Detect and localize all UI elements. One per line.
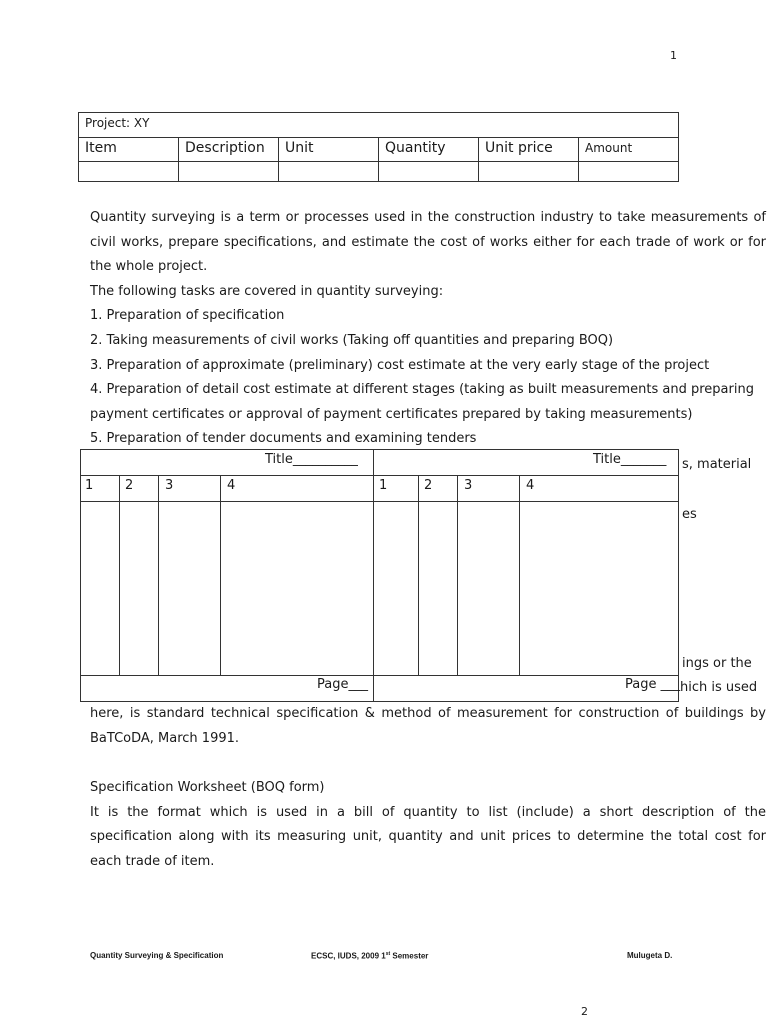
hidden-text-fragment: hich is used [680, 680, 758, 695]
header-quantity: Quantity [379, 138, 479, 161]
worksheet-line: It is the format which is used in a bill of quantity to list (include) a short description of the [90, 804, 766, 820]
form-title-row [81, 450, 373, 476]
header-item: Item [79, 138, 179, 161]
column-divider [158, 476, 159, 675]
form-columns [374, 476, 678, 676]
form-columns [81, 476, 373, 676]
column-number: 3 [464, 478, 473, 493]
header-unit: Unit [279, 138, 379, 161]
tasks-heading: The following tasks are covered in quantity surveying: [90, 283, 444, 299]
form-page-row [81, 676, 373, 702]
footer-course: Quantity Surveying & Specification [90, 951, 224, 960]
worksheet-heading: Specification Worksheet (BOQ form) [90, 780, 325, 795]
task-item: payment certificates or approval of payment certificates prepared by taking measurements) [90, 406, 693, 422]
column-number: 1 [379, 478, 388, 493]
definition-line: the whole project. [90, 259, 208, 275]
table-cell [579, 162, 678, 181]
task-item: 3. Preparation of approximate (preliminary) cost estimate at the very early stage of the project [90, 357, 710, 373]
column-divider [418, 476, 419, 675]
form-page-left: Page___ [317, 677, 368, 692]
worksheet-line: each trade of item. [90, 853, 215, 869]
task-item: 4. Preparation of detail cost estimate at different stages (taking as built measurements and preparing [90, 382, 754, 398]
task-item: 5. Preparation of tender documents and examining tenders [90, 431, 477, 447]
form-right-half [374, 450, 681, 701]
header-amount: Amount [585, 141, 633, 155]
page-number-top: 1 [670, 49, 677, 62]
table-header-row [79, 138, 678, 162]
table-cell [379, 162, 479, 181]
measurement-sheet-form [80, 449, 679, 702]
project-boq-table [78, 112, 679, 182]
table-cell [179, 162, 279, 181]
column-number: 2 [125, 478, 134, 493]
column-number: 3 [165, 478, 174, 493]
continuation-section [90, 702, 766, 751]
hidden-text-fragment: ings or the [682, 656, 752, 671]
table-cell [279, 162, 379, 181]
continuation-line: here, is standard technical specification & method of measurement for construction of buildings by [90, 706, 766, 721]
worksheet-section [90, 776, 766, 874]
column-number: 4 [526, 478, 535, 493]
column-number: 2 [424, 478, 433, 493]
column-divider [457, 476, 458, 675]
form-page-row [374, 676, 681, 702]
form-title-row [374, 450, 678, 476]
table-empty-row [79, 162, 678, 181]
column-number: 1 [85, 478, 94, 493]
project-label: Project: XY [79, 113, 678, 138]
continuation-line: BaTCoDA, March 1991. [90, 730, 240, 746]
footer-institution-text: ECSC, IUDS, 2009 1 [311, 951, 386, 961]
form-title-left: Title__________ [265, 452, 358, 467]
intro-section [90, 206, 766, 452]
form-page-right: Page ___ [625, 677, 681, 692]
definition-line: civil works, prepare specifications, and estimate the cost of works either for each trade of work or for [90, 234, 766, 250]
column-number: 4 [227, 478, 236, 493]
hidden-text-fragment: s, material [682, 457, 752, 472]
form-title-right: Title_______ [593, 452, 667, 467]
footer-superscript: st [385, 951, 391, 957]
header-unit-price: Unit price [479, 138, 579, 161]
header-description: Description [179, 138, 279, 161]
form-left-half [81, 450, 374, 701]
hidden-text-fragment: es [682, 507, 697, 522]
worksheet-line: specification along with its measuring unit, quantity and unit prices to determine the total cost for [90, 829, 766, 845]
footer-author: Mulugeta D. [627, 951, 673, 960]
column-divider [519, 476, 520, 675]
column-divider [220, 476, 221, 675]
column-divider [119, 476, 120, 675]
definition-line: Quantity surveying is a term or processes used in the construction industry to take measurements of [90, 210, 766, 225]
table-cell [479, 162, 579, 181]
page-number-bottom: 2 [581, 1005, 588, 1018]
task-item: 2. Taking measurements of civil works (Taking off quantities and preparing BOQ) [90, 332, 614, 348]
footer-institution [311, 951, 428, 961]
task-item: 1. Preparation of specification [90, 308, 285, 324]
footer-semester: Semester [392, 951, 429, 961]
table-cell [79, 162, 179, 181]
